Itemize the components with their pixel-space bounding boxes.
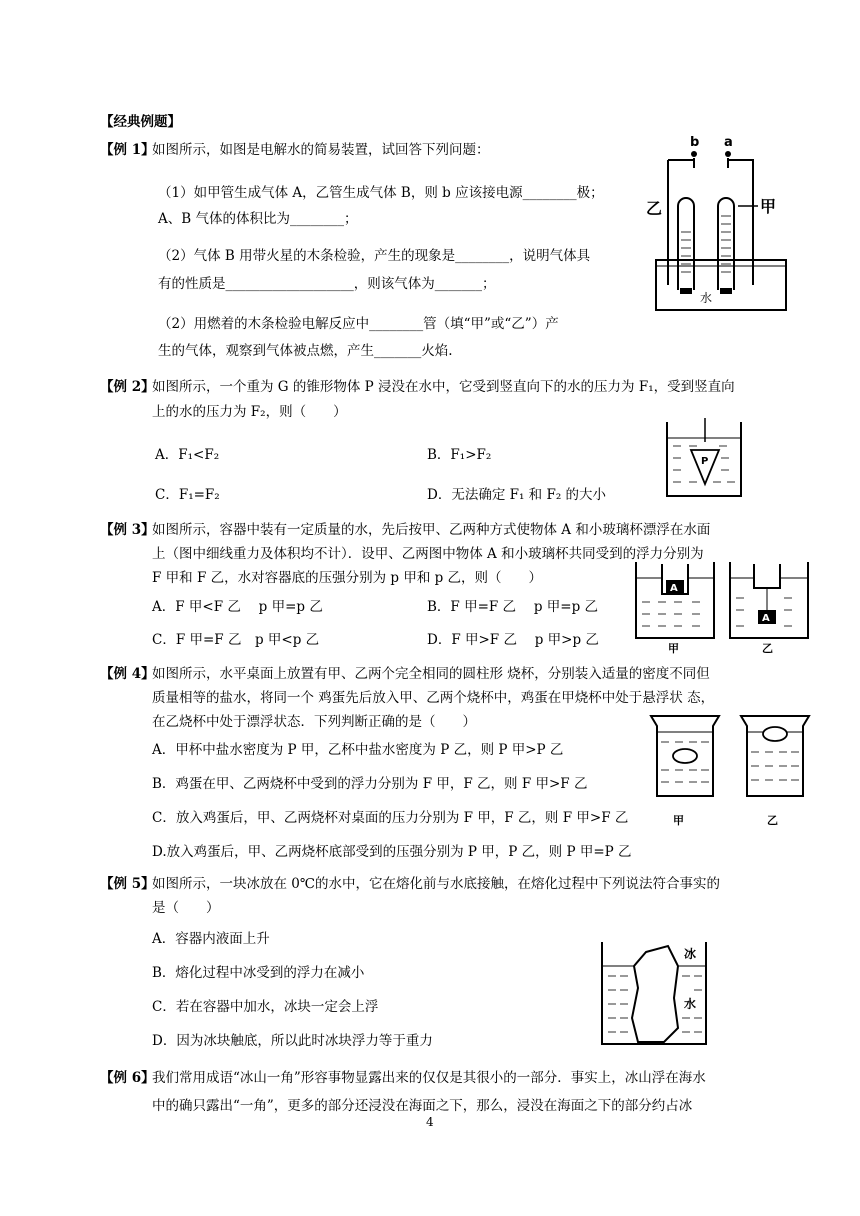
ex5-option-b: B．熔化过程中冰受到的浮力在减小 [152,965,365,981]
ex5-stem-1: 如图所示，一块冰放在 0℃的水中，它在熔化前与水底接触，在熔化过程中下列说法符合事实的 [152,876,720,892]
ex3-option-b: B．F 甲=F 乙 p 甲=p 乙 [427,599,599,615]
ex5-option-a: A．容器内液面上升 [152,931,270,947]
fig3-label-jia: 甲 [668,642,679,655]
ex4-option-c: C．放入鸡蛋后，甲、乙两烧杯对桌面的压力分别为 F 甲，F 乙，则 F 甲>F 乙 [152,810,629,826]
ex4-stem-1: 如图所示，水平桌面上放置有甲、乙两个完全相同的圆柱形 烧杯，分别装入适量的密度不同但 [152,666,710,682]
ex1-q3a: （2）用燃着的木条检验电解反应中________管（填“甲”或“乙”）产 [158,316,559,332]
section-title: 【经典例题】 [100,114,181,130]
fig3-label-a-left: A [670,583,678,594]
ex5-tag: 【例 5】 [100,876,155,892]
fig5-label-water: 水 [684,997,697,1011]
fig3-label-yi: 乙 [762,642,773,655]
fig1-label-yi: 乙 [646,199,663,218]
ex4-stem-3: 在乙烧杯中处于漂浮状态．下列判断正确的是（ ） [152,714,476,730]
ex6-tag: 【例 6】 [100,1070,155,1086]
fig1-label-a: a [724,135,733,150]
ex2-option-d: D．无法确定 F₁ 和 F₂ 的大小 [427,487,607,503]
fig1-label-b: b [690,135,700,150]
fig4-label-yi: 乙 [767,814,778,827]
ex1-tag: 【例 1】 [100,142,155,158]
ex3-stem-1: 如图所示，容器中装有一定质量的水，先后按甲、乙两种方式使物体 A 和小玻璃杯漂浮在水面 [152,522,711,538]
ex5-ice-figure [598,938,710,1050]
ex1-stem: 如图所示，如图是电解水的简易装置，试回答下列问题： [152,142,490,158]
ex2-tag: 【例 2】 [100,379,155,395]
ex4-tag: 【例 4】 [100,666,155,682]
ex1-q2a: （2）气体 B 用带火星的木条检验，产生的现象是________，说明气体具 [158,248,591,264]
ex1-electrolysis-figure [648,130,798,330]
ex2-option-b: B．F₁>F₂ [427,447,492,463]
ex2-stem-1: 如图所示，一个重为 G 的锥形物体 P 浸没在水中，它受到竖直向下的水的压力为 F₁，受到竖直向 [152,379,735,395]
ex1-q2b: 有的性质是___________________，则该气体为_______； [158,276,496,292]
ex4-option-a: A．甲杯中盐水密度为 P 甲，乙杯中盐水密度为 P 乙，则 P 甲>P 乙 [152,742,564,758]
fig1-label-water: 水 [700,291,713,305]
ex5-option-c: C．若在容器中加水，冰块一定会上浮 [152,999,379,1015]
fig5-label-ice: 冰 [684,947,697,961]
fig2-label-p: P [701,456,709,467]
ex5-option-d: D．因为冰块触底，所以此时冰块浮力等于重力 [152,1033,433,1049]
ex2-option-c: C．F₁=F₂ [155,487,220,503]
fig3-label-a-right: A [762,613,770,624]
ex2-option-a: A．F₁<F₂ [155,447,220,463]
fig4-label-jia: 甲 [673,814,684,827]
ex2-cone-figure [665,418,745,498]
ex4-option-b: B．鸡蛋在甲、乙两烧杯中受到的浮力分别为 F 甲，F 乙，则 F 甲>F 乙 [152,776,588,792]
ex4-option-d: D.放入鸡蛋后，甲、乙两烧杯底部受到的压强分别为 P 甲，P 乙，则 P 甲=P 乙 [152,844,632,860]
ex5-stem-2: 是（ ） [152,900,220,916]
ex3-option-d: D．F 甲>F 乙 p 甲>p 乙 [427,632,599,648]
ex3-tag: 【例 3】 [100,522,155,538]
fig1-label-jia: 甲 [760,197,777,216]
ex3-option-a: A．F 甲<F 乙 p 甲=p 乙 [152,599,323,615]
ex6-line-1: 我们常用成语“冰山一角”形容事物显露出来的仅仅是其很小的一部分．事实上，冰山浮在海水 [152,1070,706,1086]
ex1-q3b: 生的气体，观察到气体被点燃，产生_______火焰. [158,343,453,359]
ex2-stem-2: 上的水的压力为 F₂，则（ ） [152,404,347,420]
ex3-stem-3: F 甲和 F 乙，水对容器底的压强分别为 p 甲和 p 乙，则（ ） [152,570,543,586]
ex3-stem-2: 上（图中细线重力及体积均不计）．设甲、乙两图中物体 A 和小玻璃杯共同受到的浮力分别为 [152,546,704,562]
ex1-q1a: （1）如甲管生成气体 A，乙管生成气体 B，则 b 应该接电源________极； [158,185,604,201]
ex3-float-figure [632,558,812,654]
ex6-line-2: 中的确只露出“一角”，更多的部分还浸没在海面之下，那么，浸没在海面之下的部分约占冰 [152,1098,693,1114]
ex3-option-c: C．F 甲=F 乙 p 甲<p 乙 [152,632,320,648]
ex4-egg-figure [645,712,813,830]
page-number: 4 [426,1115,434,1129]
ex4-stem-2: 质量相等的盐水，将同一个 鸡蛋先后放入甲、乙两个烧杯中，鸡蛋在甲烧杯中处于悬浮状 态， [152,690,715,706]
ex1-q1b: A、B 气体的体积比为________； [158,211,358,227]
